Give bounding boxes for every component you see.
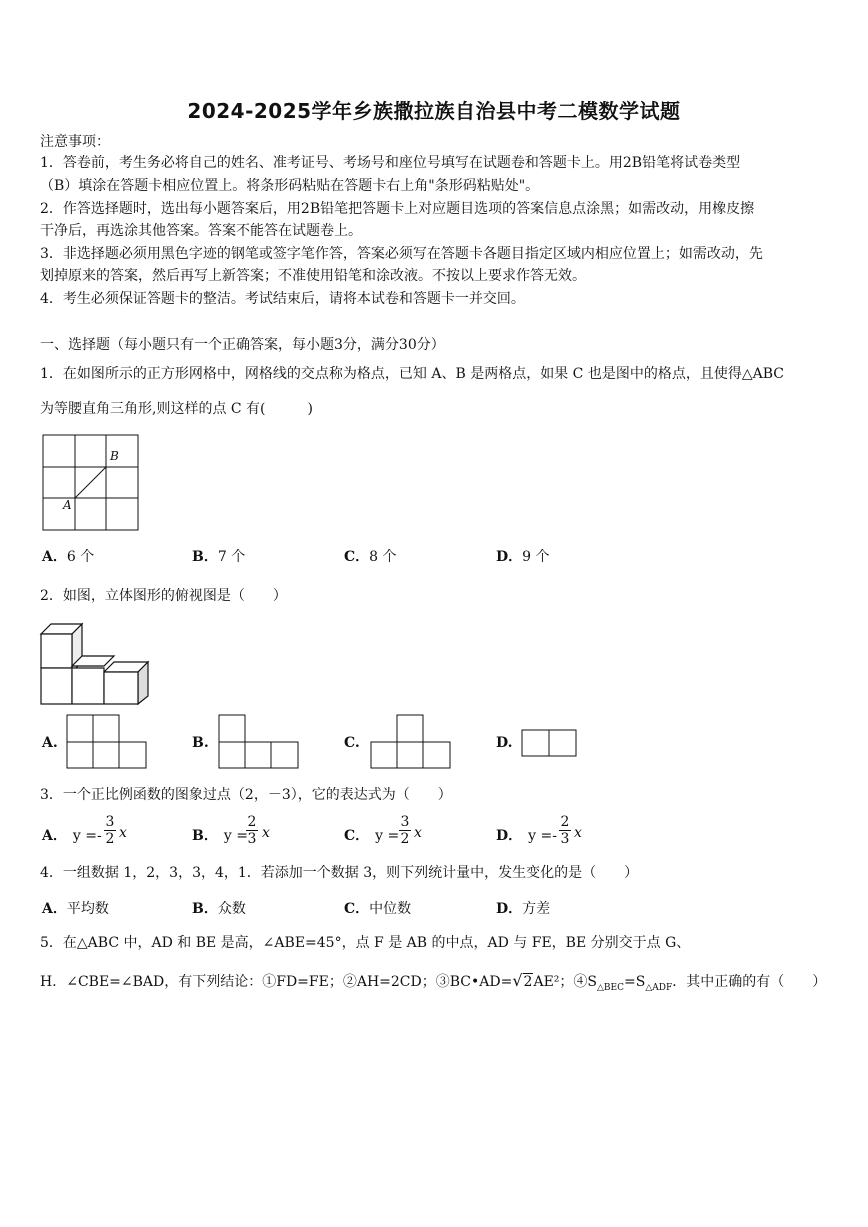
solid-figure xyxy=(40,622,160,708)
grid-figure xyxy=(42,434,142,534)
question-5-line1: 5．在△ABC 中，AD 和 BE 是高，∠ABE=45°，点 F 是 AB 的中点，AD 与 FE，BE 分别交于点 G、 xyxy=(40,935,691,951)
option-c: C．中位数 xyxy=(344,901,412,917)
page-title: 2024-2025学年乡族撒拉族自治县中考二模数学试题 xyxy=(187,99,681,123)
option-a: A．平均数 xyxy=(42,901,109,917)
fraction: 3 2 xyxy=(400,814,410,847)
variable-x: x xyxy=(574,825,582,841)
notice-line: （B）填涂在答题卡相应位置上。将条形码粘贴在答题卡右上角"条形码粘贴处"。 xyxy=(40,178,540,194)
option-b: B．7 个 xyxy=(192,549,246,565)
option-a: A．6 个 xyxy=(42,549,95,565)
option-b: B． y = xyxy=(192,828,248,844)
question-4-stem: 4．一组数据 1，2，3，3，4，1．若添加一个数据 3，则下列统计量中，发生变化的是（ ） xyxy=(40,865,639,881)
option-a-figure xyxy=(66,714,148,770)
point-a-label: A xyxy=(63,498,72,512)
question-1-line1: 1．在如图所示的正方形网格中，网格线的交点称为格点，已知 A、B 是两格点，如果 C 也是图中的格点，且使得△ABC xyxy=(40,366,784,382)
option-d: D． y =- xyxy=(496,828,557,844)
fraction: 3 2 xyxy=(105,814,115,847)
option-d: D．9 个 xyxy=(496,549,550,565)
variable-x: x xyxy=(262,825,270,841)
option-b-key: B. xyxy=(192,735,209,751)
point-b-label: B xyxy=(110,449,119,463)
option-d: D．方差 xyxy=(496,901,551,917)
notice-line: 划掉原来的答案，然后再写上新答案；不准使用铅笔和涂改液。不按以上要求作答无效。 xyxy=(40,268,586,284)
option-c-figure xyxy=(370,714,452,770)
option-b-figure xyxy=(218,714,300,770)
section-heading: 一、选择题（每小题只有一个正确答案，每小题3分，满分30分） xyxy=(40,337,445,353)
option-c: C． y = xyxy=(344,828,400,844)
fraction: 2 3 xyxy=(560,814,570,847)
question-3-stem: 3．一个正比例函数的图象过点（2，－3），它的表达式为（ ） xyxy=(40,787,452,803)
notice-line: 4．考生必须保证答题卡的整洁。考试结束后，请将本试卷和答题卡一并交回。 xyxy=(40,291,525,307)
fraction: 2 3 xyxy=(247,814,257,847)
variable-x: x xyxy=(119,825,127,841)
question-2-stem: 2．如图，立体图形的俯视图是（ ） xyxy=(40,588,287,604)
option-c: C．8 个 xyxy=(344,549,397,565)
option-b: B．众数 xyxy=(192,901,246,917)
variable-x: x xyxy=(414,825,422,841)
notice-line: 3．非选择题必须用黑色字迹的钢笔或签字笔作答，答案必须写在答题卡各题目指定区域内相应位置上；如需改动，先 xyxy=(40,246,763,262)
question-5-line2: H．∠CBE=∠BAD，有下列结论：①FD=FE；②AH=2CD；③BC•AD=√2AE²；$④S_{\triangle BEC}=S_{\triangle ADF}$．其中正确的有（ ） xyxy=(40,971,827,993)
option-a: A． y =- xyxy=(42,828,102,844)
option-d-figure xyxy=(521,729,579,759)
notice-line: 2．作答选择题时，选出每小题答案后，用2B铅笔把答题卡上对应题目选项的答案信息点涂黑；如需改动，用橡皮擦 xyxy=(40,201,755,217)
option-c-key: C. xyxy=(344,735,360,751)
notice-line: 干净后，再选涂其他答案。答案不能答在试题卷上。 xyxy=(40,223,362,239)
option-d-key: D. xyxy=(496,735,513,751)
question-1-line2: 为等腰直角三角形,则这样的点 C 有( ) xyxy=(40,401,313,417)
notice-line: 1．答卷前，考生务必将自己的姓名、准考证号、考场号和座位号填写在试题卷和答题卡上。用2B铅笔将试卷类型 xyxy=(40,155,741,171)
notice-heading: 注意事项： xyxy=(40,134,110,150)
option-a-key: A. xyxy=(42,735,58,751)
